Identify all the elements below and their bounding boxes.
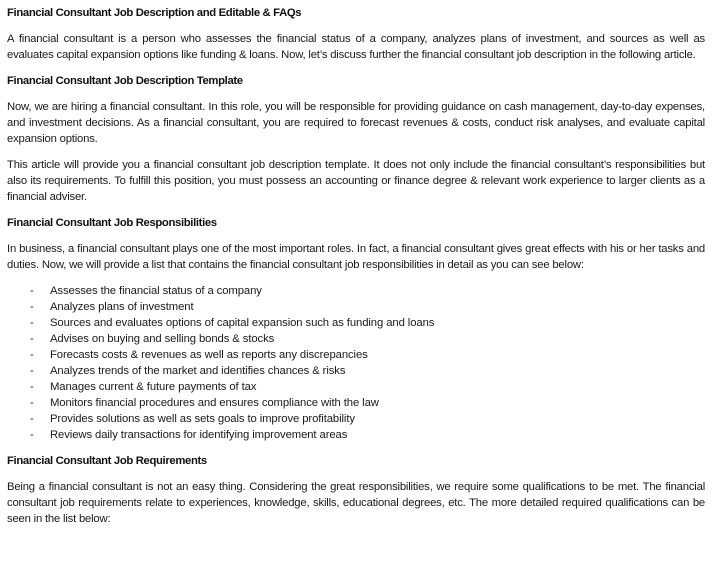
dash-bullet-icon: -: [30, 381, 34, 393]
list-item-text: Assesses the financial status of a company: [50, 285, 262, 297]
list-item: [7, 347, 705, 363]
section-job-responsibilities: [7, 215, 705, 443]
section-heading: Financial Consultant Job Responsibilities: [7, 217, 217, 229]
intro-paragraph: A financial consultant is a person who assesses the financial status of a company, analyzes plans of investment, and sources as well as evaluates capital expansion options like funding & loans. Now, let’s discuss further the financial consultant job description in the following article.: [7, 33, 705, 61]
paragraph: This article will provide you a financial consultant job description template. It does not only include the financial consultant’s responsibilities but also its requirements. To fulfill this position, you must possess an accounting or finance degree & relevant work experience to larger clients as a financial adviser.: [7, 159, 705, 203]
list-item: [7, 363, 705, 379]
dash-bullet-icon: -: [30, 365, 34, 377]
list-item-text: Analyzes trends of the market and identifies chances & risks: [50, 365, 346, 377]
list-item: [7, 395, 705, 411]
dash-bullet-icon: -: [30, 285, 34, 297]
list-item: [7, 427, 705, 443]
list-item-text: Manages current & future payments of tax: [50, 381, 257, 393]
list-item-text: Monitors financial procedures and ensures compliance with the law: [50, 397, 379, 409]
dash-bullet-icon: -: [30, 333, 34, 345]
responsibilities-list: [7, 283, 705, 443]
dash-bullet-icon: -: [30, 301, 34, 313]
list-item: [7, 315, 705, 331]
section-job-requirements: [7, 453, 705, 527]
dash-bullet-icon: -: [30, 349, 34, 361]
dash-bullet-icon: -: [30, 397, 34, 409]
list-item: [7, 283, 705, 299]
document-title: Financial Consultant Job Description and Editable & FAQs: [7, 7, 302, 19]
list-item-text: Provides solutions as well as sets goals to improve profitability: [50, 413, 355, 425]
list-item-text: Advises on buying and selling bonds & stocks: [50, 333, 275, 345]
dash-bullet-icon: -: [30, 429, 34, 441]
list-item-text: Forecasts costs & revenues as well as reports any discrepancies: [50, 349, 368, 361]
section-heading: Financial Consultant Job Requirements: [7, 455, 207, 467]
paragraph: In business, a financial consultant plays one of the most important roles. In fact, a financial consultant gives great effects with his or her tasks and duties. Now, we will provide a list that contains the financial consultant job responsibilities in detail as you can see below:: [7, 243, 705, 271]
list-item-text: Sources and evaluates options of capital expansion such as funding and loans: [50, 317, 435, 329]
list-item: [7, 379, 705, 395]
paragraph: Being a financial consultant is not an easy thing. Considering the great responsibilities, we require some qualifications to be met. The financial consultant job requirements relate to experiences, knowledge, skills, educational degrees, etc. The more detailed required qualifications can be seen in the list below:: [7, 481, 705, 525]
dash-bullet-icon: -: [30, 317, 34, 329]
list-item-text: Analyzes plans of investment: [50, 301, 194, 313]
list-item: [7, 299, 705, 315]
dash-bullet-icon: -: [30, 413, 34, 425]
list-item: [7, 331, 705, 347]
list-item: [7, 411, 705, 427]
paragraph: Now, we are hiring a financial consultant. In this role, you will be responsible for providing guidance on cash management, day-to-day expenses, and investment decisions. As a financial consultant, you are required to forecast revenues & costs, conduct risk analyses, and evaluate capital expansion options.: [7, 101, 705, 145]
section-job-description-template: [7, 73, 705, 205]
list-item-text: Reviews daily transactions for identifying improvement areas: [50, 429, 348, 441]
section-heading: Financial Consultant Job Description Template: [7, 75, 243, 87]
